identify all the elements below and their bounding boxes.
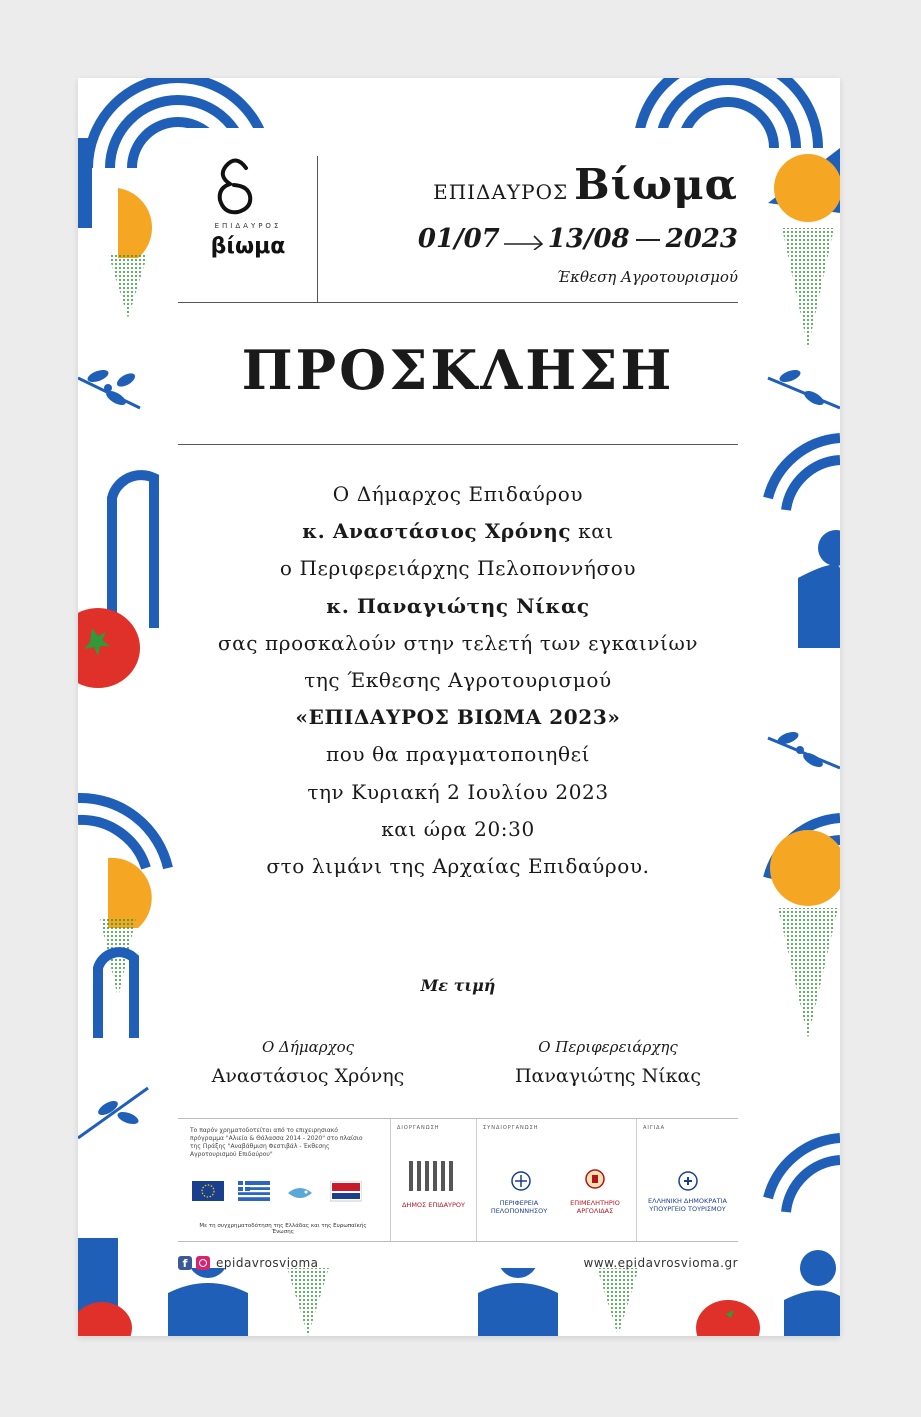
instagram-icon[interactable] bbox=[196, 1256, 210, 1270]
event-time-line: και ώρα 20:30 bbox=[381, 816, 535, 841]
event-name: Βίωμα bbox=[574, 160, 738, 209]
column-label: ΔΙΟΡΓΑΝΩΣΗ bbox=[397, 1125, 440, 1131]
sponsor-patronage bbox=[636, 1119, 738, 1241]
body-line: Ο Δήμαρχος Επιδαύρου bbox=[332, 482, 584, 506]
olive-branch-icon bbox=[78, 368, 140, 408]
website-link[interactable]: www.epidavrosvioma.gr bbox=[583, 1256, 738, 1270]
sponsor-coorganizers bbox=[476, 1119, 636, 1241]
org-name: ΥΠΟΥΡΓΕΙΟ ΤΟΥΡΙΣΜΟΥ bbox=[649, 1205, 726, 1213]
date-end: 13/08 bbox=[547, 224, 630, 254]
eu-caption: Με τη συγχρηματοδότηση της Ελλάδας και της Ευρωπαϊκής Ένωσης bbox=[199, 1223, 367, 1235]
eu-flag-icon bbox=[192, 1181, 224, 1207]
body-line: ο Περιφερειάρχης Πελοποννήσου bbox=[279, 556, 637, 581]
event-prefix: ΕΠΙΔΑΥΡΟΣ bbox=[433, 180, 569, 204]
tomato-icon bbox=[78, 608, 140, 688]
signature-role: Ο Περιφερειάρχης bbox=[538, 1038, 678, 1056]
body-line: της Έκθεσης Αγροτουρισμού bbox=[304, 667, 612, 692]
event-location-line: στο λιμάνι της Αρχαίας Επιδαύρου. bbox=[266, 853, 650, 878]
sponsor-organizer bbox=[390, 1119, 476, 1241]
greek-flag-icon bbox=[238, 1181, 270, 1207]
person-icon bbox=[798, 530, 840, 648]
signature-name: Αναστάσιος Χρόνης bbox=[211, 1065, 405, 1087]
divider bbox=[178, 444, 738, 445]
content-panel bbox=[178, 128, 738, 1268]
mayor-name: κ. Αναστάσιος Χρόνης bbox=[302, 519, 572, 544]
invitation-body bbox=[178, 476, 738, 885]
org-name: ΕΠΙΜΕΛΗΤΗΡΙΟ ΑΡΓΟΛΙΔΑΣ bbox=[570, 1199, 620, 1215]
event-date-line: την Κυριακή 2 Ιουλίου 2023 bbox=[307, 779, 609, 804]
event-info bbox=[318, 156, 738, 302]
invitation-card bbox=[78, 78, 840, 1336]
region-emblem-icon bbox=[511, 1171, 531, 1191]
signature-role: Ο Δήμαρχος bbox=[261, 1038, 355, 1056]
invitation-title: ΠΡΟΣΚΛΗΣΗ bbox=[241, 338, 675, 402]
event-name-line: «ΕΠΙΔΑΥΡΟΣ ΒΙΩΜΑ 2023» bbox=[295, 705, 621, 730]
facebook-icon[interactable]: f bbox=[178, 1256, 192, 1270]
divider bbox=[178, 302, 738, 303]
logo bbox=[178, 156, 318, 302]
header bbox=[178, 156, 738, 302]
espa-logo-icon bbox=[330, 1181, 362, 1207]
event-dates bbox=[418, 224, 738, 254]
event-subtitle: Έκθεση Αγροτουρισμού bbox=[556, 268, 738, 286]
body-conjunction: και bbox=[571, 519, 614, 544]
dash-separator bbox=[636, 239, 660, 241]
org-name: ΔΗΜΟΣ ΕΠΙΔΑΥΡΟΥ bbox=[401, 1201, 465, 1209]
theatre-logo-icon bbox=[403, 1155, 463, 1205]
logo-small-text: ΕΠΙΔΑΥΡΟΣ bbox=[214, 222, 282, 230]
arrow-right-icon bbox=[502, 230, 546, 250]
funding-text: Το παρόν χρηματοδοτείται από το επιχειρησιακό πρόγραμμα "Αλιεία & Θάλασσα 2014 - 2020" στο πλαίσιο της Πράξης "Αναβάθμιση Φεστιβάλ - Έκθεσης Αγροτουρισμού Επιδαύρου" bbox=[190, 1127, 363, 1158]
date-start: 01/07 bbox=[417, 224, 500, 254]
signature-mayor bbox=[178, 1036, 438, 1092]
org-name: ΠΕΡΙΦΕΡΕΙΑ ΠΕΛΟΠΟΝΝΗΣΟΥ bbox=[490, 1199, 548, 1215]
event-title bbox=[433, 160, 738, 209]
fisheries-logo-icon bbox=[284, 1181, 316, 1207]
event-year: 2023 bbox=[665, 224, 738, 254]
social-handle[interactable]: epidavrosvioma bbox=[216, 1256, 319, 1270]
body-line: που θα πραγματοποιηθεί bbox=[325, 742, 591, 767]
funding-logos bbox=[192, 1181, 372, 1217]
signature-governor bbox=[478, 1036, 738, 1092]
chamber-emblem-icon bbox=[585, 1169, 605, 1189]
column-label: ΑΙΓΙΔΑ bbox=[643, 1125, 665, 1131]
footer bbox=[178, 1254, 738, 1274]
closing-phrase: Με τιμή bbox=[420, 976, 496, 995]
greek-republic-emblem-icon bbox=[678, 1171, 698, 1191]
logo-word: βίωμα bbox=[210, 234, 286, 259]
signature-name: Παναγιώτης Νίκας bbox=[514, 1065, 702, 1087]
sponsor-strip bbox=[178, 1118, 738, 1242]
governor-name: κ. Παναγιώτης Νίκας bbox=[326, 593, 590, 618]
body-line bbox=[178, 513, 738, 550]
beta-logo-icon bbox=[216, 158, 256, 216]
body-line: σας προσκαλούν στην τελετή των εγκαινίων bbox=[217, 630, 699, 655]
org-name: ΕΛΛΗΝΙΚΗ ΔΗΜΟΚΡΑΤΙΑ bbox=[648, 1197, 727, 1205]
column-label: ΣΥΝΔΙΟΡΓΑΝΩΣΗ bbox=[483, 1125, 539, 1131]
